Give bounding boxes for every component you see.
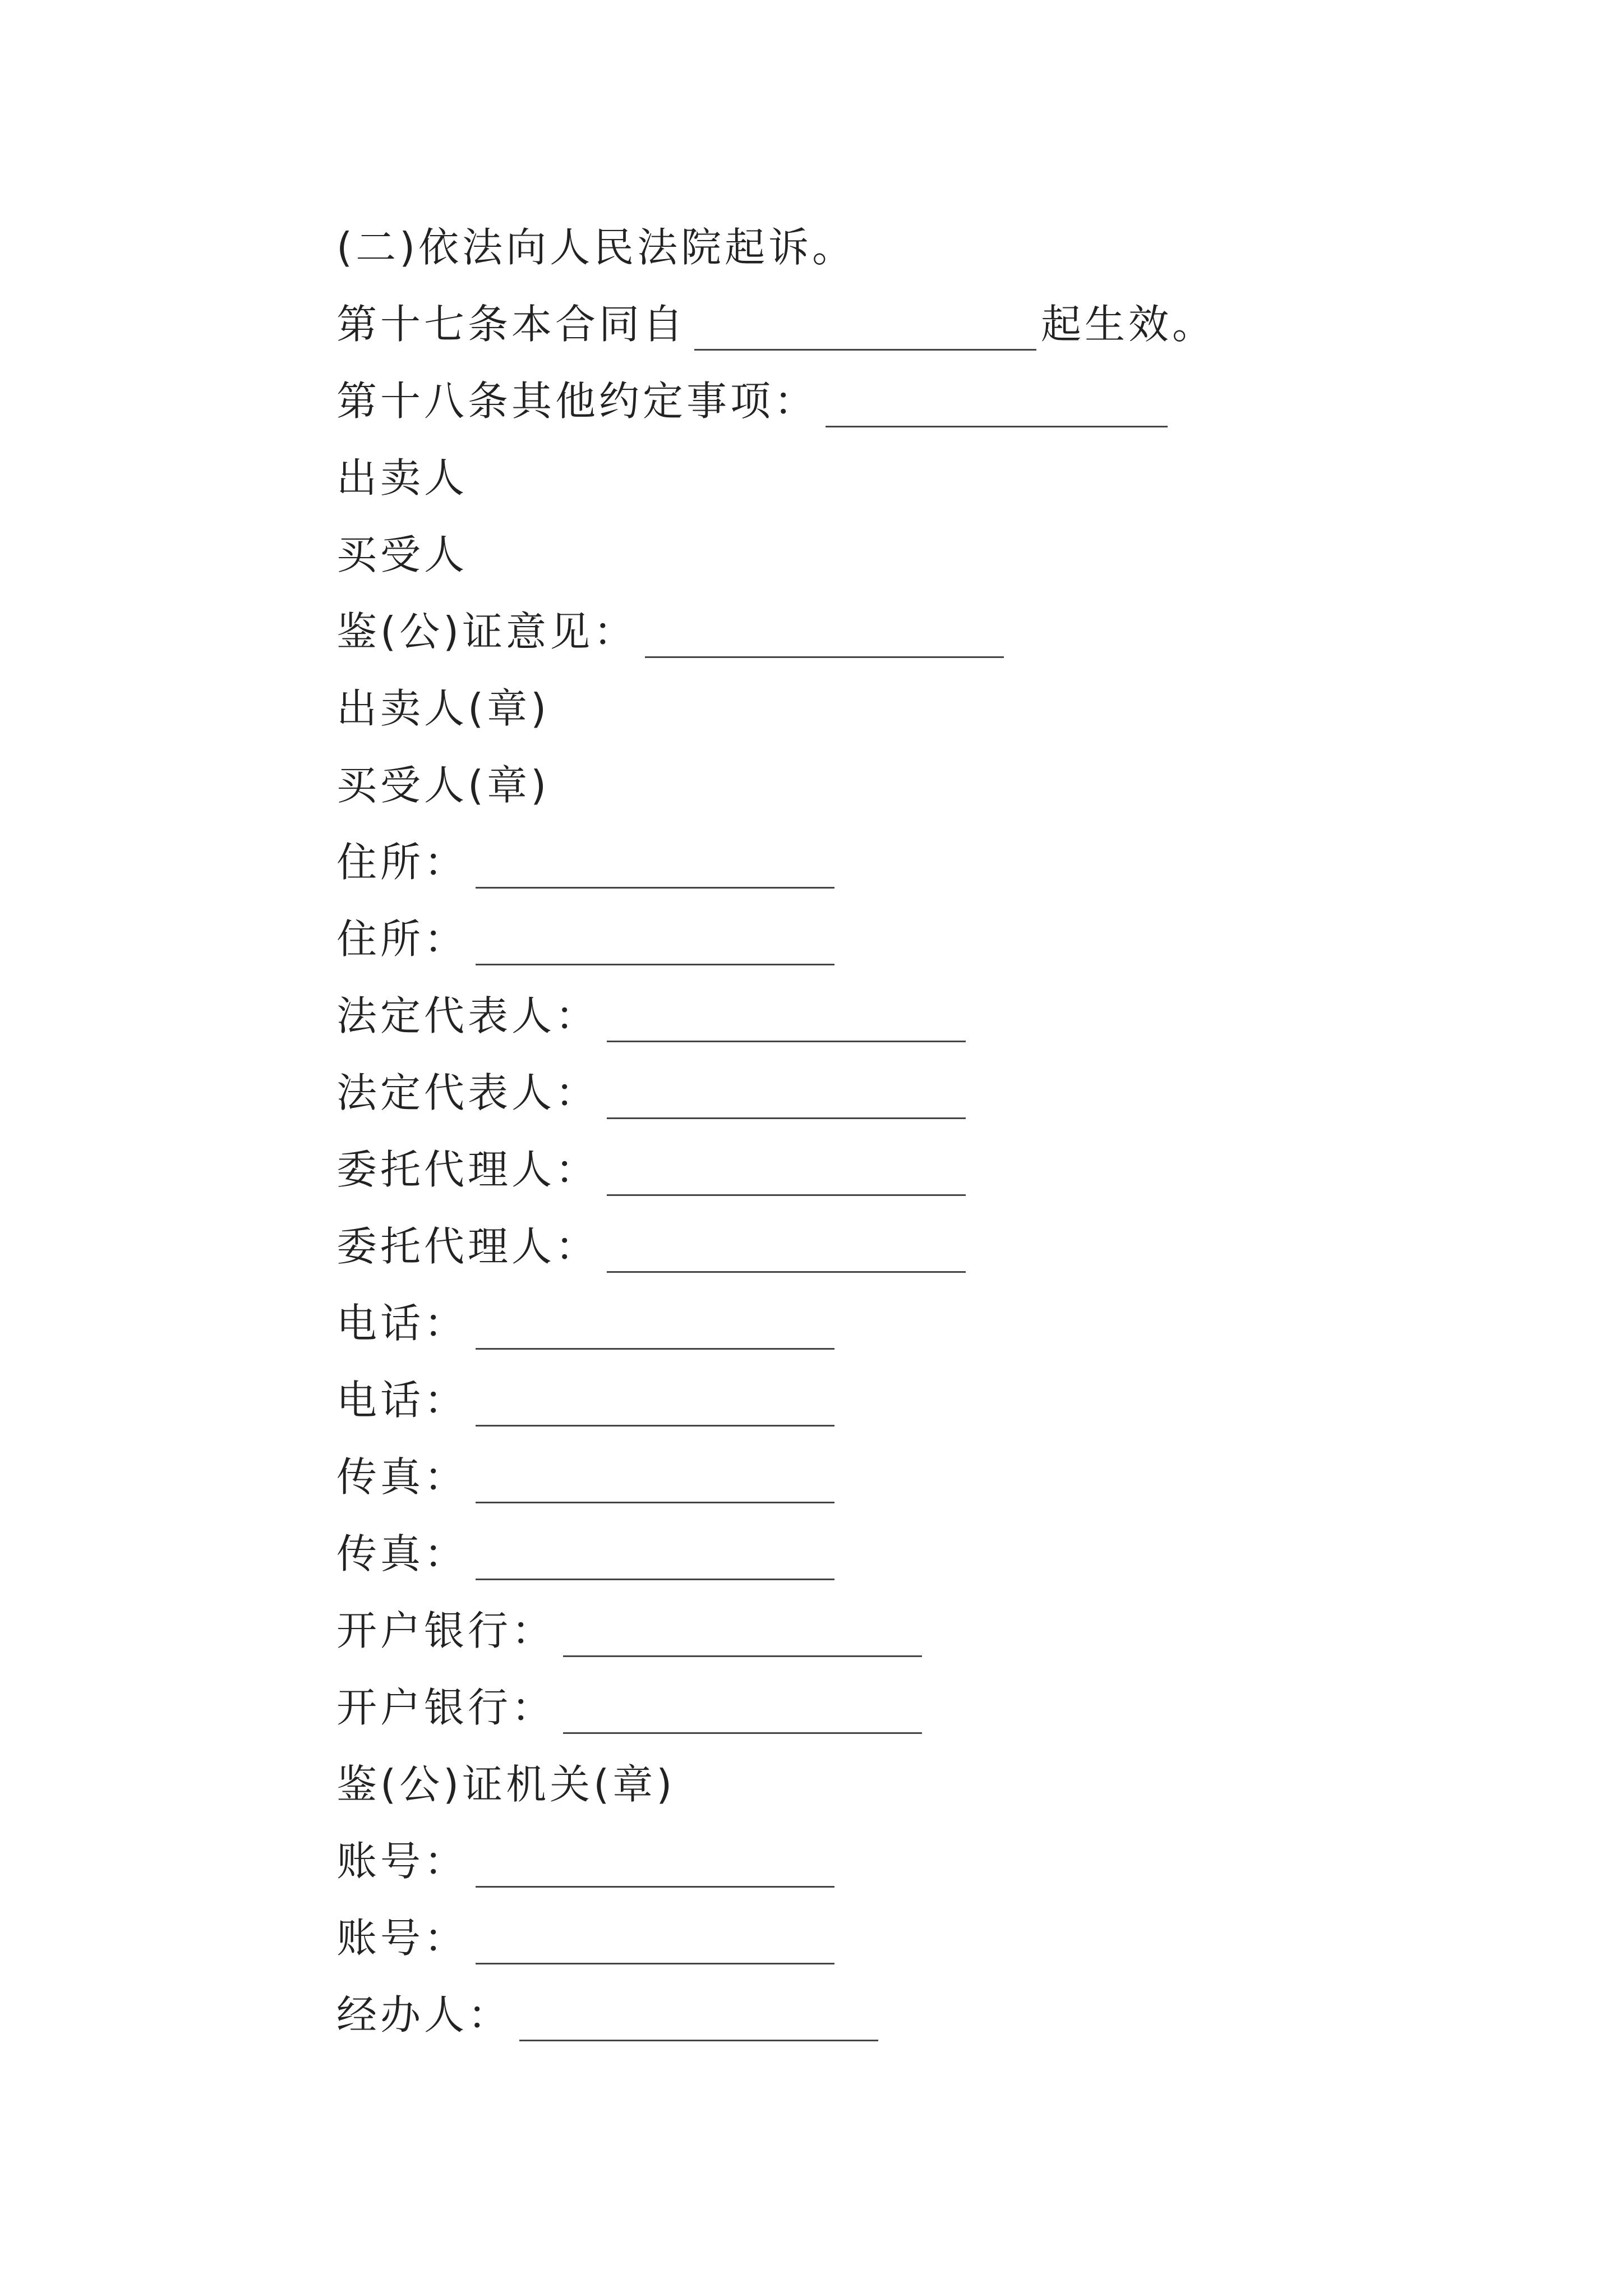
seller-address-label: 住所： — [336, 838, 468, 886]
buyer-legal-rep-blank[interactable] — [607, 1077, 966, 1119]
buyer-bank-blank[interactable] — [563, 1692, 922, 1734]
notary-opinion-label: 鉴(公)证意见： — [336, 608, 638, 655]
notary-opinion-row — [336, 593, 1514, 670]
seller-address-blank[interactable] — [476, 846, 834, 889]
buyer-phone-blank[interactable] — [476, 1384, 834, 1427]
buyer-bank-label: 开户银行： — [336, 1683, 556, 1731]
buyer-heading — [336, 516, 1514, 593]
seller-phone-row — [336, 1285, 1514, 1361]
seller-account-blank[interactable] — [476, 1846, 834, 1888]
seller-fax-blank[interactable] — [476, 1461, 834, 1503]
seller-agent-label: 委托代理人： — [336, 1145, 600, 1193]
clause-17-text-after: 起生效。 — [1041, 300, 1216, 348]
notary-office-seal-text: 鉴(公)证机关(章) — [336, 1760, 676, 1808]
buyer-fax-row — [336, 1515, 1514, 1592]
other-matters-blank[interactable] — [826, 385, 1168, 427]
seller-seal-row — [336, 670, 1514, 747]
handler-label: 经办人： — [336, 1991, 512, 2039]
buyer-agent-row — [336, 1208, 1514, 1285]
seller-account-label: 账号： — [336, 1837, 468, 1885]
buyer-account-row — [336, 1899, 1514, 1976]
seller-agent-blank[interactable] — [607, 1154, 966, 1196]
buyer-address-label: 住所： — [336, 915, 468, 963]
buyer-account-label: 账号： — [336, 1914, 468, 1962]
seller-agent-row — [336, 1131, 1514, 1208]
notary-office-seal-row — [336, 1746, 1514, 1823]
clause-17-effective-date — [336, 286, 1514, 362]
buyer-seal-text: 买受人(章) — [336, 761, 550, 809]
seller-legal-rep-row — [336, 977, 1514, 1054]
seller-text: 出卖人 — [336, 454, 468, 501]
document-body — [336, 209, 1514, 2053]
clause-18-label: 第十八条其他约定事项： — [336, 377, 818, 425]
notary-opinion-blank[interactable] — [645, 616, 1004, 658]
buyer-text: 买受人 — [336, 531, 468, 578]
buyer-bank-row — [336, 1669, 1514, 1746]
clause-18-other-matters — [336, 362, 1514, 439]
seller-bank-label: 开户银行： — [336, 1607, 556, 1654]
seller-bank-row — [336, 1592, 1514, 1669]
buyer-legal-rep-row — [336, 1054, 1514, 1131]
seller-heading — [336, 439, 1514, 516]
handler-row — [336, 1976, 1514, 2053]
buyer-seal-row — [336, 747, 1514, 823]
seller-fax-row — [336, 1438, 1514, 1515]
clause-lawsuit — [336, 209, 1514, 286]
buyer-address-row — [336, 900, 1514, 977]
buyer-fax-blank[interactable] — [476, 1538, 834, 1580]
buyer-agent-label: 委托代理人： — [336, 1222, 600, 1270]
buyer-phone-row — [336, 1361, 1514, 1438]
seller-account-row — [336, 1823, 1514, 1899]
effective-date-blank[interactable] — [694, 309, 1036, 351]
seller-bank-blank[interactable] — [563, 1615, 922, 1657]
seller-seal-text: 出卖人(章) — [336, 684, 550, 732]
clause-lawsuit-text: (二)依法向人民法院起诉。 — [336, 223, 856, 271]
handler-blank[interactable] — [519, 1999, 878, 2041]
buyer-account-blank[interactable] — [476, 1922, 834, 1964]
buyer-address-blank[interactable] — [476, 923, 834, 965]
seller-phone-blank[interactable] — [476, 1308, 834, 1350]
seller-fax-label: 传真： — [336, 1453, 468, 1501]
buyer-legal-rep-label: 法定代表人： — [336, 1069, 600, 1116]
clause-17-text-before: 第十七条本合同自 — [336, 300, 687, 348]
buyer-phone-label: 电话： — [336, 1376, 468, 1424]
buyer-agent-blank[interactable] — [607, 1231, 966, 1273]
buyer-fax-label: 传真： — [336, 1530, 468, 1577]
seller-phone-label: 电话： — [336, 1299, 468, 1347]
seller-legal-rep-label: 法定代表人： — [336, 992, 600, 1039]
seller-legal-rep-blank[interactable] — [607, 1000, 966, 1042]
seller-address-row — [336, 823, 1514, 900]
